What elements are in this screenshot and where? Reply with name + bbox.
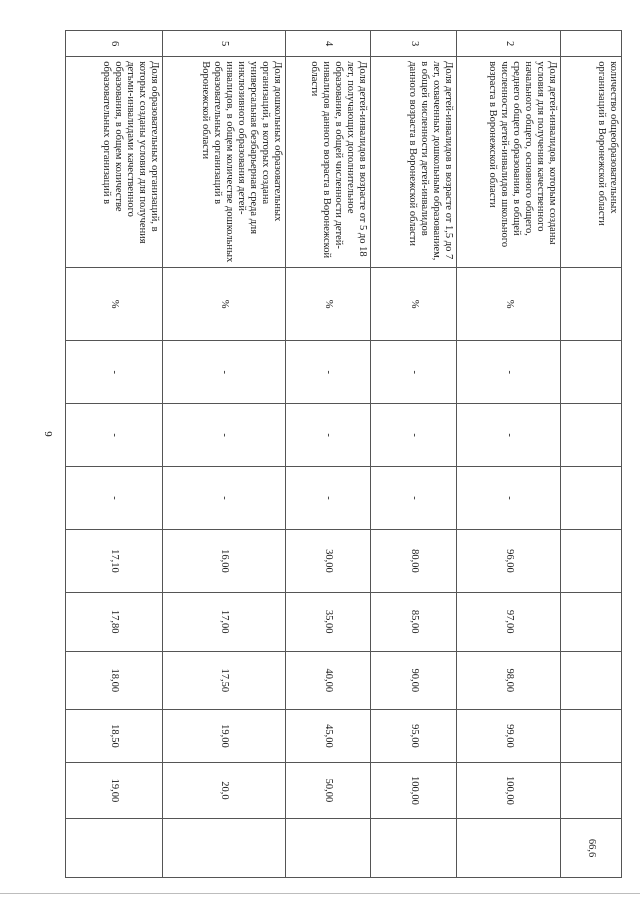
table-row: [286, 31, 371, 878]
row-number: 5: [163, 31, 286, 57]
value-cell: -: [371, 341, 457, 404]
value-cell: [286, 819, 371, 878]
table-row: [163, 31, 286, 878]
indicator-name: Доля дошкольных образовательных организаций, в которых создана универсальная безбарьерная среда для инклюзивного образования детей-инвалидов, в общем количестве дошкольных образовательных организаций в Воронежской области: [163, 57, 286, 268]
unit-cell: %: [457, 267, 561, 340]
value-cell: -: [66, 404, 163, 467]
value-cell: 100,00: [371, 762, 457, 819]
indicator-name: количество общеобразовательных организаций в Воронежской области: [561, 57, 622, 268]
value-cell: [561, 341, 622, 404]
value-cell: 18,50: [66, 710, 163, 762]
value-cell: 17,50: [163, 651, 286, 710]
value-cell: 17,10: [66, 529, 163, 592]
value-cell: -: [163, 404, 286, 467]
value-cell: [561, 651, 622, 710]
value-cell: -: [457, 467, 561, 530]
value-cell: 99,00: [457, 710, 561, 762]
value-cell: 85,00: [371, 592, 457, 651]
value-cell: -: [457, 404, 561, 467]
indicator-name: Доля детей-инвалидов в возрасте от 1,5 до 7 лет, охваченных дошкольным образованием, в общей численности детей-инвалидов данного возраста в Воронежской области: [371, 57, 457, 268]
value-cell: 18,00: [66, 651, 163, 710]
value-cell: 50,00: [286, 762, 371, 819]
indicator-name: Доля детей-инвалидов, которым созданы условия для получения качественного начального общего, основного общего, среднего общего образования, в общей численности детей-инвалидов школьного возраста в Воронежской области: [457, 57, 561, 268]
row-number: 2: [457, 31, 561, 57]
value-cell: [561, 467, 622, 530]
value-cell: -: [457, 341, 561, 404]
value-cell: [371, 819, 457, 878]
row-number: 6: [66, 31, 163, 57]
page-bottom-edge: [0, 893, 640, 894]
value-cell: 66,6: [561, 819, 622, 878]
value-cell: 97,00: [457, 592, 561, 651]
value-cell: 90,00: [371, 651, 457, 710]
value-cell: -: [371, 467, 457, 530]
value-cell: 96,00: [457, 529, 561, 592]
table-row: [371, 31, 457, 878]
value-cell: [561, 710, 622, 762]
table-row: [66, 31, 163, 878]
value-cell: [457, 819, 561, 878]
row-number: 4: [286, 31, 371, 57]
value-cell: -: [286, 404, 371, 467]
value-cell: 35,00: [286, 592, 371, 651]
value-cell: 80,00: [371, 529, 457, 592]
rotated-table-container: [66, 30, 622, 878]
value-cell: 17,80: [66, 592, 163, 651]
table-row: [561, 31, 622, 878]
value-cell: -: [371, 404, 457, 467]
unit-cell: %: [286, 267, 371, 340]
row-number: 3: [371, 31, 457, 57]
value-cell: -: [66, 341, 163, 404]
value-cell: [561, 592, 622, 651]
value-cell: [66, 819, 163, 878]
indicator-name: Доля образовательных организаций, в которых созданы условия для получения детьми-инвалидами качественного образования, в общем количестве образовательных организаций в: [66, 57, 163, 268]
value-cell: 45,00: [286, 710, 371, 762]
value-cell: 30,00: [286, 529, 371, 592]
page-number: 6: [42, 431, 55, 437]
value-cell: [561, 404, 622, 467]
value-cell: 17,00: [163, 592, 286, 651]
indicators-table: [65, 30, 622, 878]
table-row: [457, 31, 561, 878]
value-cell: [163, 819, 286, 878]
value-cell: 95,00: [371, 710, 457, 762]
value-cell: 19,00: [163, 710, 286, 762]
value-cell: -: [286, 467, 371, 530]
row-number: [561, 31, 622, 57]
value-cell: [561, 529, 622, 592]
value-cell: 16,00: [163, 529, 286, 592]
value-cell: 40,00: [286, 651, 371, 710]
value-cell: 98,00: [457, 651, 561, 710]
value-cell: -: [286, 341, 371, 404]
value-cell: 19,00: [66, 762, 163, 819]
value-cell: -: [66, 467, 163, 530]
value-cell: 100,00: [457, 762, 561, 819]
value-cell: -: [163, 467, 286, 530]
value-cell: 20,0: [163, 762, 286, 819]
unit-cell: %: [66, 267, 163, 340]
value-cell: -: [163, 341, 286, 404]
unit-cell: %: [163, 267, 286, 340]
value-cell: [561, 762, 622, 819]
indicator-name: Доля детей-инвалидов в возрасте от 5 до 18 лет, получающих дополнительное образование, в общей численности детей-инвалидов данного возраста в Воронежской области: [286, 57, 371, 268]
unit-cell: [561, 267, 622, 340]
unit-cell: %: [371, 267, 457, 340]
